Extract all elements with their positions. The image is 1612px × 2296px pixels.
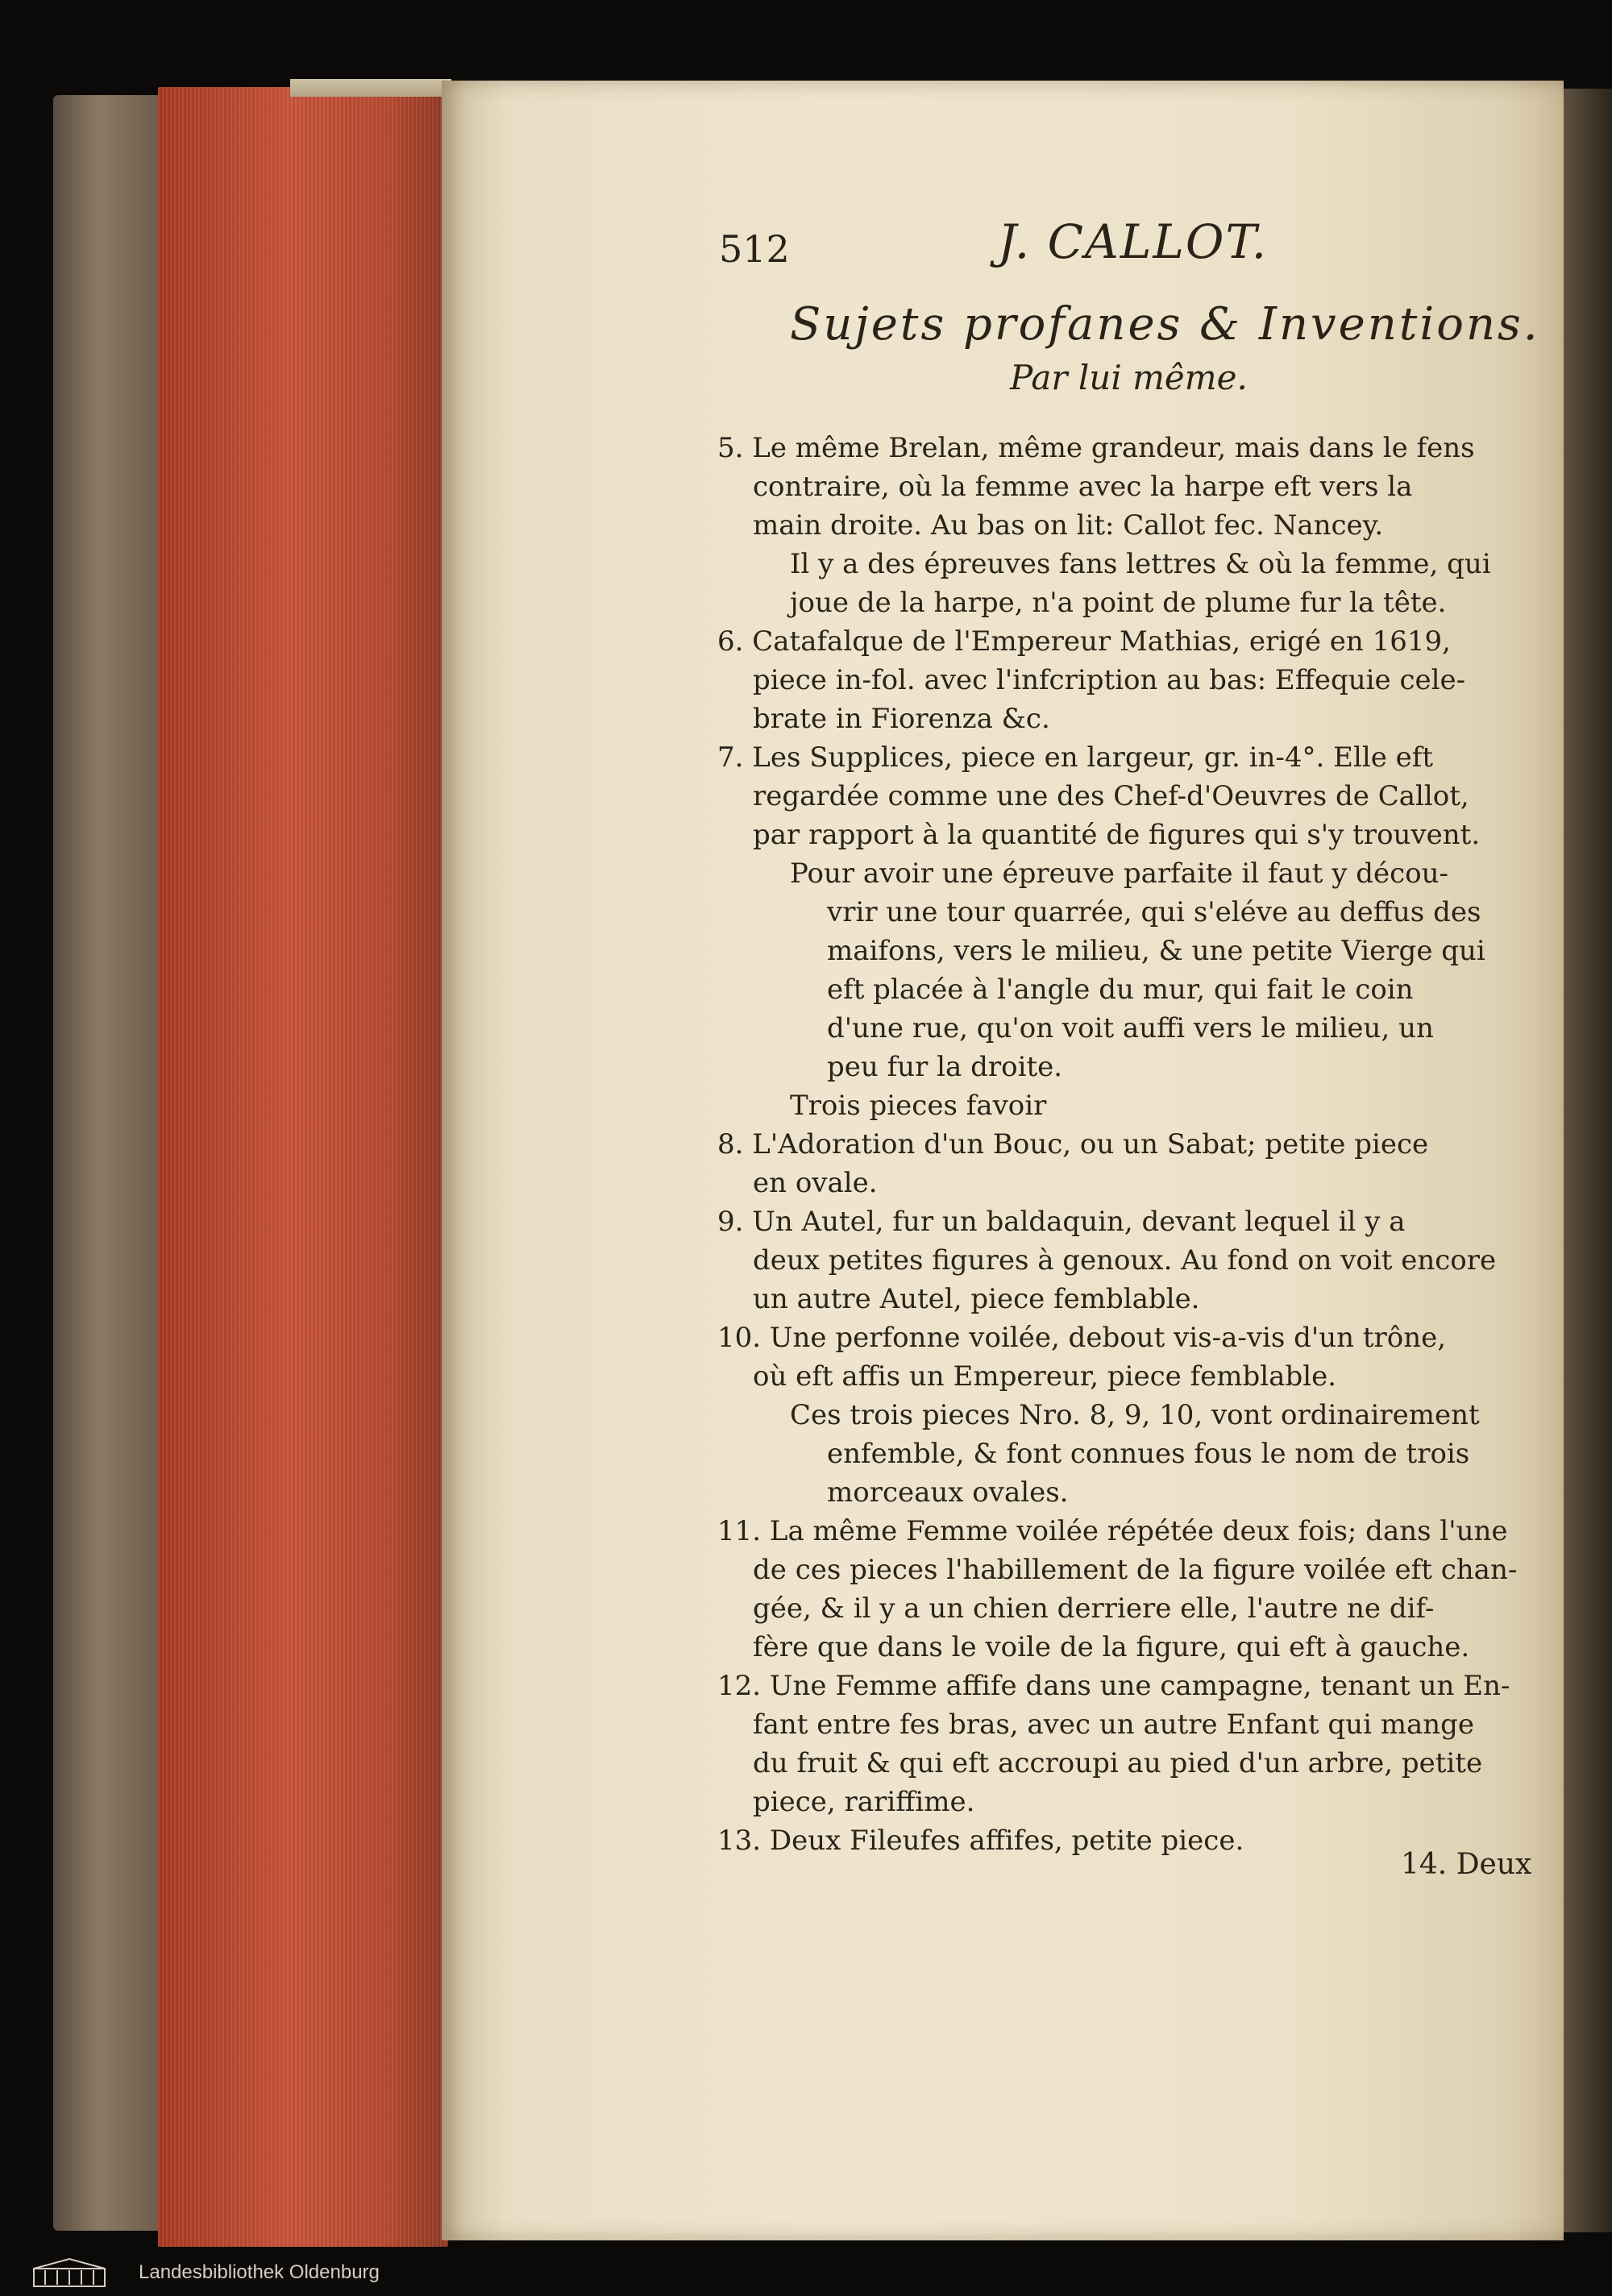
text-line: 8. L'Adoration d'un Bouc, ou un Sabat; petite piece — [717, 1128, 1429, 1160]
page-gutter — [1564, 89, 1612, 2232]
text-line: main droite. Au bas on lit: Callot fec. Nancey. — [753, 509, 1384, 542]
page-number: 512 — [719, 227, 790, 271]
text-line: joue de la harpe, n'a point de plume fur la tête. — [790, 587, 1447, 619]
book-cover-edge — [53, 95, 166, 2231]
text-line: maifons, vers le milieu, & une petite Vierge qui — [827, 935, 1485, 967]
page-edges-top — [290, 79, 451, 97]
text-line: morceaux ovales. — [827, 1476, 1069, 1509]
red-page-edges — [158, 87, 448, 2247]
text-line: regardée comme une des Chef-d'Oeuvres de Callot, — [753, 780, 1469, 812]
text-line: 13. Deux Fileufes affifes, petite piece. — [717, 1825, 1244, 1857]
text-line: Pour avoir une épreuve parfaite il faut y décou- — [790, 857, 1449, 890]
book-page — [442, 81, 1564, 2240]
text-line: piece, rariffime. — [753, 1786, 975, 1818]
text-line: d'une rue, qu'on voit auffi vers le milieu, un — [827, 1012, 1434, 1044]
text-line: vrir une tour quarrée, qui s'eléve au deffus des — [827, 896, 1481, 928]
institution-name: Landesbibliothek Oldenburg — [139, 2261, 380, 2283]
running-head: J. CALLOT. — [998, 214, 1269, 269]
text-line: peu fur la droite. — [827, 1051, 1063, 1083]
text-line: 10. Une perfonne voilée, debout vis-a-vis d'un trône, — [717, 1322, 1447, 1354]
catchword: 14. Deux — [1401, 1848, 1532, 1881]
text-line: un autre Autel, piece femblable. — [753, 1283, 1200, 1315]
text-line: piece in-fol. avec l'infcription au bas: Effequie cele- — [753, 664, 1466, 696]
text-line: 9. Un Autel, fur un baldaquin, devant lequel il y a — [717, 1206, 1406, 1238]
text-line: fant entre fes bras, avec un autre Enfant qui mange — [753, 1709, 1475, 1741]
text-line: enfemble, & font connues fous le nom de trois — [827, 1438, 1470, 1470]
text-line: gée, & il y a un chien derriere elle, l'autre ne dif- — [753, 1592, 1435, 1625]
text-line: 7. Les Supplices, piece en largeur, gr. in-4°. Elle eft — [717, 741, 1434, 774]
section-subtitle: Par lui même. — [1010, 358, 1248, 397]
text-line: deux petites figures à genoux. Au fond on voit encore — [753, 1244, 1497, 1277]
text-line: 11. La même Femme voilée répétée deux fois; dans l'une — [717, 1515, 1508, 1547]
text-line: Il y a des épreuves fans lettres & où la femme, qui — [790, 548, 1491, 580]
footer-bar — [0, 2248, 1612, 2296]
text-line: par rapport à la quantité de figures qui s'y trouvent. — [753, 819, 1481, 851]
text-line: 6. Catafalque de l'Empereur Mathias, erigé en 1619, — [717, 625, 1451, 658]
library-building-icon — [32, 2257, 106, 2288]
text-line: 5. Le même Brelan, même grandeur, mais dans le fens — [717, 432, 1475, 464]
text-line: de ces pieces l'habillement de la figure voilée eft chan- — [753, 1554, 1518, 1586]
text-line: 12. Une Femme affife dans une campagne, tenant un En- — [717, 1670, 1510, 1702]
text-line: contraire, où la femme avec la harpe eft vers la — [753, 471, 1413, 503]
text-line: en ovale. — [753, 1167, 878, 1199]
text-line: Trois pieces favoir — [790, 1090, 1047, 1122]
text-line: Ces trois pieces Nro. 8, 9, 10, vont ordinairement — [790, 1399, 1480, 1431]
text-line: où eft affis un Empereur, piece femblable. — [753, 1360, 1337, 1393]
text-line: du fruit & qui eft accroupi au pied d'un arbre, petite — [753, 1747, 1483, 1779]
text-line: brate in Fiorenza &c. — [753, 703, 1050, 735]
text-line: fère que dans le voile de la figure, qui eft à gauche. — [753, 1631, 1470, 1663]
text-line: eft placée à l'angle du mur, qui fait le coin — [827, 974, 1414, 1006]
section-title: Sujets profanes & Inventions. — [790, 298, 1540, 351]
